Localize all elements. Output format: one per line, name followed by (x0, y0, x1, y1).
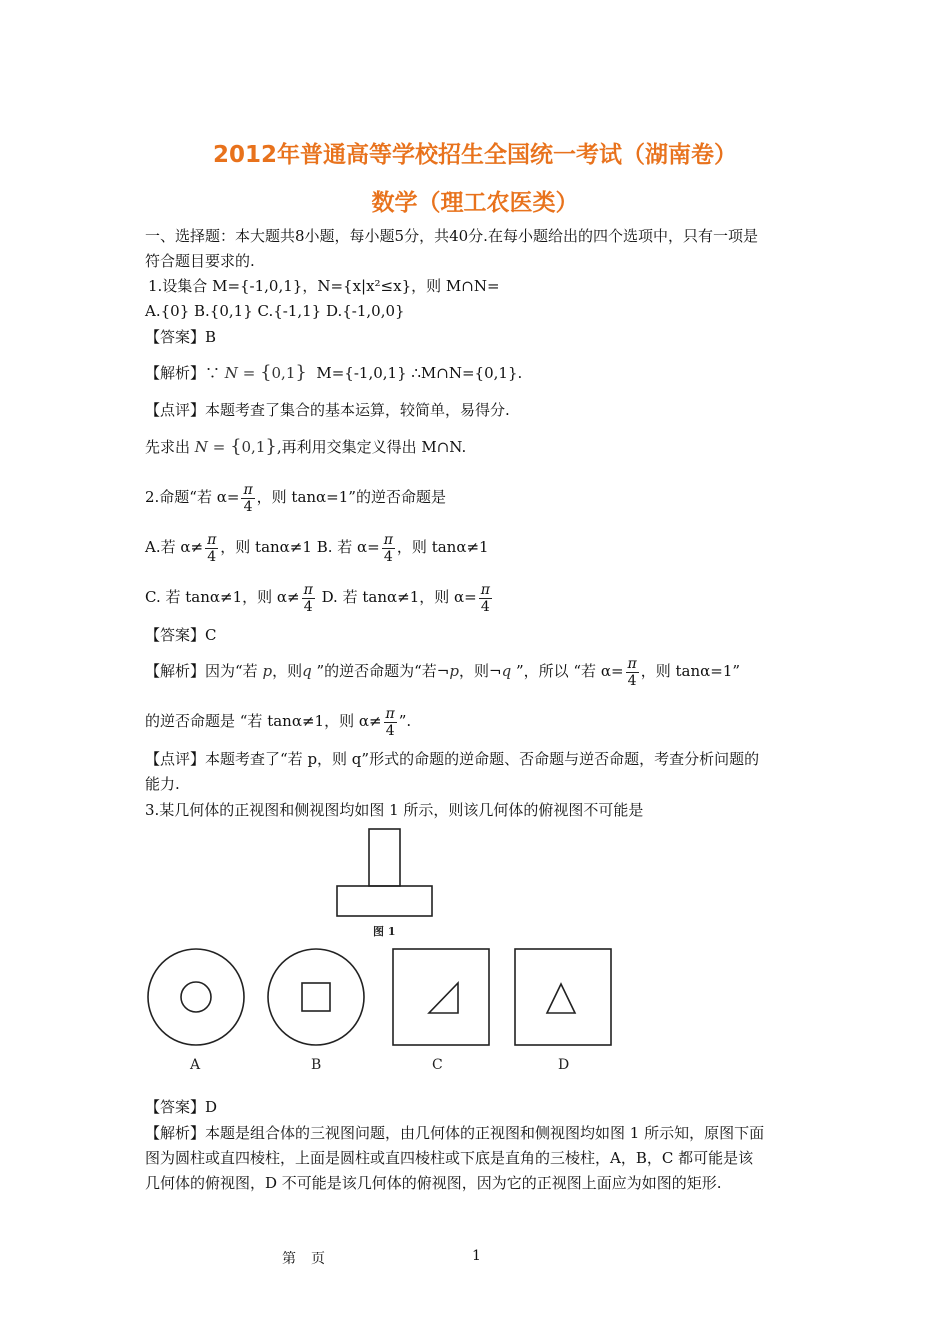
fraction-pi-over-4: $\frac{\pi}{4}$ (383, 531, 393, 565)
option-a-figure (148, 949, 244, 1045)
figure-1-top-block (369, 829, 400, 886)
q1-note-pre: 先求出 (145, 438, 191, 456)
q1-analysis-rest: M={-1,0,1} ∴M∩N={0,1}. (316, 364, 523, 382)
q1-note-set: 0,1 (241, 438, 266, 456)
q2-opt-d-pre: D. 若 tanα≠1，则 α= (316, 588, 477, 606)
q1-analysis-n: N (224, 364, 238, 382)
q2-analysis-part-1: 【解析】因为“若 (145, 662, 258, 680)
footer-ye: 页 (311, 1251, 325, 1267)
option-b-figure (268, 949, 364, 1045)
q2-stem-post: ，则 tanα=1”的逆否命题是 (256, 488, 446, 506)
q2-analysis-p: p (449, 662, 459, 680)
fraction-pi-over-4: $\frac{\pi}{4}$ (243, 481, 253, 515)
fraction-pi-over-4: $\frac{\pi}{4}$ (627, 655, 637, 689)
option-d-figure (515, 949, 611, 1045)
option-label-d: D (558, 1057, 570, 1073)
q1-analysis-label: 【解析】∵ (145, 364, 221, 382)
q2-analysis-part-5: ”，所以 “若 α= (515, 662, 624, 680)
q3-analysis-line-3: 几何体的俯视图，D 不可能是该几何体的俯视图，因为它的正视图上面应为如图的矩形. (145, 1174, 722, 1192)
fraction-pi-over-4: $\frac{\pi}{4}$ (303, 581, 313, 615)
q2-analysis-q: q (501, 662, 512, 680)
option-label-b: B (311, 1057, 322, 1073)
fraction-pi-over-4: $\frac{\pi}{4}$ (480, 581, 490, 615)
q2-analysis-q: q (302, 662, 312, 680)
q2-opt-a-pre: A.若 α≠ (145, 538, 204, 556)
q3-analysis-line-1: 【解析】本题是组合体的三视图问题，由几何体的正视图和侧视图均如图 1 所示知，原图下面 (145, 1124, 765, 1142)
q2-analysis-p: p (262, 662, 273, 680)
q2-analysis-line-2-post: ”. (398, 712, 412, 730)
fraction-pi-over-4: $\frac{\pi}{4}$ (207, 531, 217, 565)
q1-comment: 【点评】本题考查了集合的基本运算，较简单，易得分. (145, 401, 510, 419)
q2-stem-pre: 2.命题“若 α= (145, 488, 240, 506)
footer-di: 第 (282, 1251, 296, 1267)
q2-opt-a-post: ，则 tanα≠1 B. 若 α= (220, 538, 380, 556)
q1-stem: 1.设集合 M={-1,0,1}，N={x|x²≤x}，则 M∩N= (148, 277, 500, 295)
left-brace-icon: { (230, 436, 242, 457)
section-intro-line-1: 一、选择题：本大题共8小题，每小题5分，共40分.在每小题给出的四个选项中，只有一项是 (145, 227, 758, 245)
q1-note-eq: = (212, 438, 226, 456)
footer-page-number: 1 (472, 1248, 481, 1264)
page-title: 2012年普通高等学校招生全国统一考试（湖南卷） (212, 142, 737, 168)
q1-options: A.{0} B.{0,1} C.{-1,1} D.{-1,0,0} (145, 302, 405, 320)
q2-comment-line-1: 【点评】本题考查了“若 p，则 q”形式的命题的逆命题、否命题与逆否命题，考查分析问题的 (145, 750, 760, 768)
q1-note-post: ,再利用交集定义得出 M∩N. (276, 438, 467, 456)
left-brace-icon: { (260, 362, 272, 383)
fraction-pi-over-4: $\frac{\pi}{4}$ (385, 705, 395, 739)
q2-analysis-part-2: ，则 (272, 662, 303, 680)
q2-analysis-line-2-pre: 的逆否命题是 “若 tanα≠1，则 α≠ (145, 712, 382, 730)
right-brace-icon: } (295, 362, 307, 383)
q3-analysis-line-2: 图为圆柱或直四棱柱，上面是圆柱或直四棱柱或下底是直角的三棱柱，A，B，C 都可能是该 (145, 1149, 754, 1167)
right-brace-icon: } (265, 436, 277, 457)
q2-analysis-part-3: ”的逆否命题为“若¬ (316, 662, 450, 680)
page-subtitle: 数学（理工农医类） (371, 190, 579, 216)
q2-analysis-part-6: ，则 tanα=1” (640, 662, 741, 680)
q3-answer: 【答案】D (145, 1098, 218, 1116)
q1-answer: 【答案】B (145, 328, 217, 346)
figure-1-base-block (337, 886, 432, 916)
q1-analysis-eq: = (242, 364, 256, 382)
option-label-a: A (190, 1057, 201, 1073)
q1-analysis-set: 0,1 (271, 364, 296, 382)
option-c-figure (393, 949, 489, 1045)
q2-opt-c-pre: C. 若 tanα≠1，则 α≠ (145, 588, 300, 606)
option-label-c: C (432, 1057, 443, 1073)
q3-stem: 3.某几何体的正视图和侧视图均如图 1 所示，则该几何体的俯视图不可能是 (145, 801, 644, 819)
figure-1-caption: 图 1 (373, 925, 396, 938)
q2-comment-line-2: 能力. (145, 775, 180, 793)
q1-note-n: N (194, 438, 208, 456)
q2-analysis-part-4: ，则¬ (458, 662, 502, 680)
section-intro-line-2: 符合题目要求的. (145, 252, 255, 270)
q2-opt-b-post: ，则 tanα≠1 (396, 538, 489, 556)
q2-answer: 【答案】C (145, 626, 217, 644)
